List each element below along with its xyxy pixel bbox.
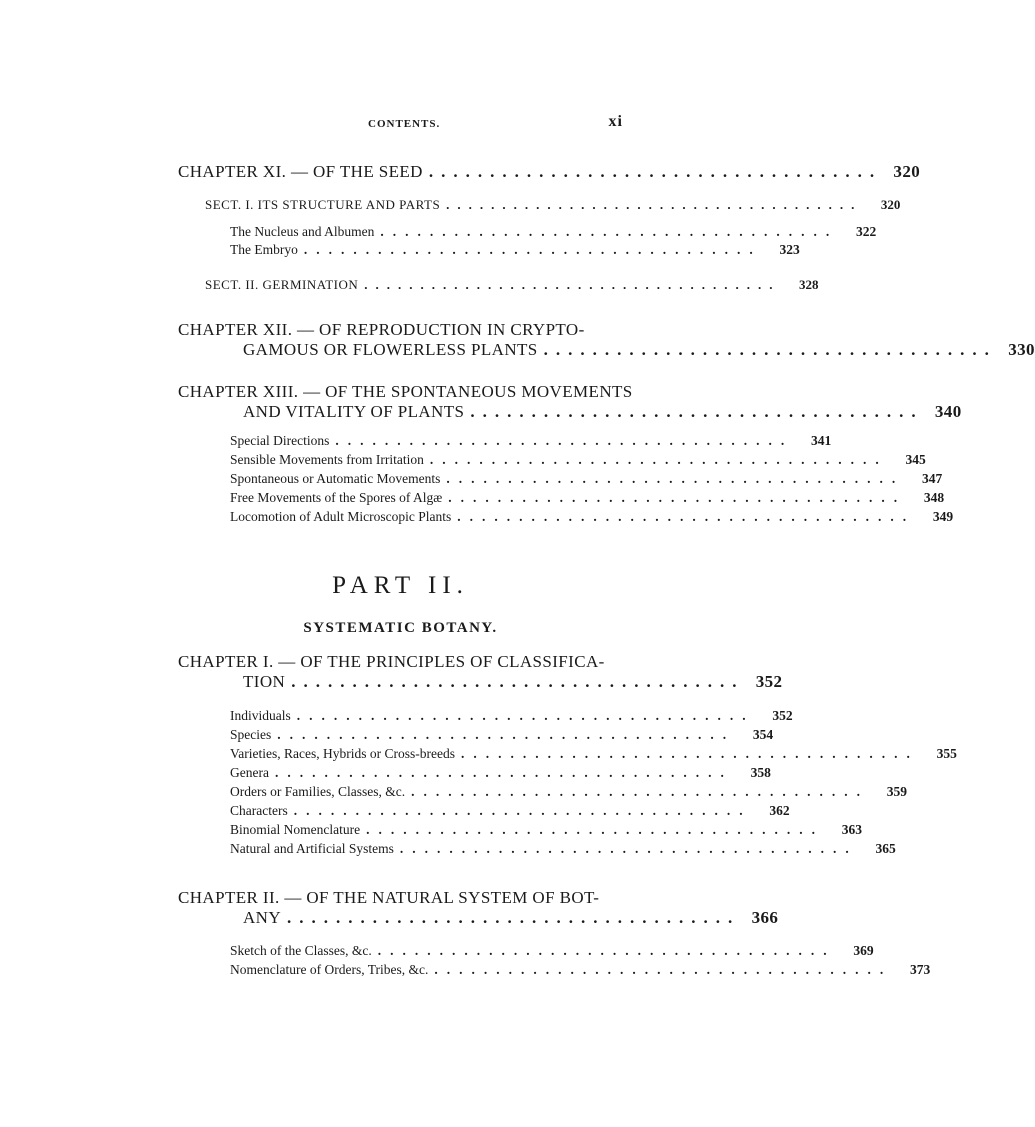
- toc-entry-page: 320: [893, 162, 921, 181]
- toc-chapter-i-line1: CHAPTER I. — OF THE PRINCIPLES OF CLASSIFICA-: [178, 652, 605, 671]
- toc-item: [230, 708, 793, 724]
- toc-entry-title: The Nucleus and Albumen: [230, 224, 375, 239]
- dot-leader: .....................................: [448, 490, 907, 505]
- toc-item: [230, 765, 771, 781]
- toc-chapter-i: [243, 672, 783, 692]
- toc-entry-page: 366: [751, 908, 779, 927]
- dot-leader: .....................................: [411, 784, 869, 799]
- toc-chapter-xiii: [243, 402, 962, 422]
- toc-entry-title: GAMOUS OR FLOWERLESS PLANTS: [243, 340, 538, 359]
- dot-leader: .....................................: [296, 708, 755, 723]
- toc-entry-title: Natural and Artificial Systems: [230, 841, 394, 856]
- toc-entry-title: Free Movements of the Spores of Algæ: [230, 490, 443, 505]
- toc-entry-title: Sensible Movements from Irritation: [230, 452, 424, 467]
- toc-entry-page: 369: [853, 943, 874, 958]
- toc-entry-title: Special Directions: [230, 433, 330, 448]
- running-title: CONTENTS.: [368, 118, 441, 130]
- toc-entry-page: 363: [841, 822, 862, 837]
- toc-item: [230, 962, 931, 978]
- dot-leader: .....................................: [399, 841, 858, 856]
- toc-entry-title: Orders or Families, Classes, &c.: [230, 784, 406, 799]
- dot-leader: .....................................: [457, 509, 916, 524]
- toc-chapter-xii: [243, 340, 1035, 360]
- toc-entry-page: 355: [936, 746, 957, 761]
- dot-leader: .....................................: [434, 962, 893, 977]
- toc-item: [230, 746, 957, 762]
- dot-leader: .....................................: [293, 803, 752, 818]
- toc-entry-page: 341: [810, 433, 832, 448]
- dot-leader: .....................................: [303, 242, 762, 257]
- toc-entry-page: 345: [905, 452, 926, 467]
- toc-entry-title: Nomenclature of Orders, Tribes, &c.: [230, 962, 429, 977]
- toc-entry-title: CHAPTER XI. — OF THE SEED: [178, 162, 423, 181]
- dot-leader: .....................................: [287, 908, 741, 927]
- toc-entry-title: Individuals: [230, 708, 291, 723]
- toc-entry-title: ANY: [243, 908, 282, 927]
- toc-entry-title: AND VITALITY OF PLANTS: [243, 402, 465, 421]
- dot-leader: .....................................: [377, 943, 836, 958]
- toc-entry-title: SECT. II. GERMINATION: [205, 277, 359, 292]
- toc-item: [230, 943, 874, 959]
- toc-entry-page: 352: [755, 672, 783, 691]
- toc-entry-title: Varieties, Races, Hybrids or Cross-breeds: [230, 746, 455, 761]
- toc-entry-page: 328: [799, 277, 819, 292]
- toc-entry-page: 362: [769, 803, 790, 818]
- toc-entry-page: 322: [855, 224, 877, 239]
- dot-leader: .....................................: [470, 402, 924, 421]
- toc-chapter-xi: [178, 162, 921, 182]
- toc-entry-page: 320: [880, 197, 901, 212]
- toc-chapter-xiii-line1: CHAPTER XIII. — OF THE SPONTANEOUS MOVEMENTS: [178, 382, 633, 401]
- dot-leader: .....................................: [446, 197, 863, 212]
- toc-entry-page: 347: [921, 471, 943, 486]
- dot-leader: .....................................: [380, 224, 839, 239]
- toc-entry-title: Binomial Nomenclature: [230, 822, 361, 837]
- toc-item: [230, 784, 907, 800]
- toc-item: [230, 242, 800, 258]
- toc-entry-page: 352: [772, 708, 793, 723]
- dot-leader: .....................................: [446, 471, 905, 486]
- toc-entry-title: Species: [230, 727, 272, 742]
- toc-item: [230, 452, 926, 468]
- toc-entry-page: 323: [779, 242, 800, 257]
- toc-item: [230, 803, 790, 819]
- dot-leader: .....................................: [291, 672, 745, 691]
- part-subheading: SYSTEMATIC BOTANY.: [303, 620, 498, 636]
- toc-item: [230, 433, 832, 449]
- toc-entry-page: 340: [934, 402, 962, 421]
- toc-entry-page: 330: [1008, 340, 1035, 359]
- toc-entry-title: The Embryo: [230, 242, 298, 257]
- dot-leader: .....................................: [277, 727, 736, 742]
- toc-entry-title: Sketch of the Classes, &c.: [230, 943, 372, 958]
- dot-leader: .....................................: [364, 277, 781, 292]
- toc-chapter-ii-line1: CHAPTER II. — OF THE NATURAL SYSTEM OF BOT-: [178, 888, 600, 907]
- toc-item: [230, 822, 862, 838]
- dot-leader: .....................................: [274, 765, 733, 780]
- toc-entry-title: Characters: [230, 803, 288, 818]
- dot-leader: .....................................: [429, 452, 888, 467]
- toc-entry-title: Locomotion of Adult Microscopic Plants: [230, 509, 452, 524]
- toc-entry-title: SECT. I. ITS STRUCTURE AND PARTS: [205, 197, 441, 212]
- toc-entry-page: 359: [886, 784, 907, 799]
- page-number: xi: [608, 113, 623, 130]
- toc-entry-title: Spontaneous or Automatic Movements: [230, 471, 441, 486]
- toc-entry-page: 365: [875, 841, 896, 856]
- dot-leader: .....................................: [428, 162, 883, 181]
- toc-entry-page: 354: [752, 727, 774, 742]
- toc-chapter-ii: [243, 908, 779, 928]
- toc-section: [205, 197, 901, 213]
- toc-entry-page: 358: [750, 765, 771, 780]
- toc-item: [230, 841, 896, 857]
- toc-item: [230, 224, 877, 240]
- toc-item: [230, 490, 945, 506]
- dot-leader: .....................................: [366, 822, 824, 837]
- dot-leader: .....................................: [460, 746, 919, 761]
- toc-entry-title: Genera: [230, 765, 269, 780]
- toc-item: [230, 727, 774, 743]
- toc-section: [205, 277, 819, 293]
- toc-entry-page: 373: [909, 962, 931, 977]
- toc-entry-page: 349: [932, 509, 954, 524]
- dot-leader: .....................................: [543, 340, 997, 359]
- toc-chapter-xii-line1: CHAPTER XII. — OF REPRODUCTION IN CRYPTO-: [178, 320, 585, 339]
- toc-entry-title: TION: [243, 672, 286, 691]
- dot-leader: .....................................: [335, 433, 794, 448]
- toc-entry-page: 348: [923, 490, 945, 505]
- toc-item: [230, 509, 954, 525]
- part-heading: PART II.: [332, 572, 469, 599]
- toc-item: [230, 471, 943, 487]
